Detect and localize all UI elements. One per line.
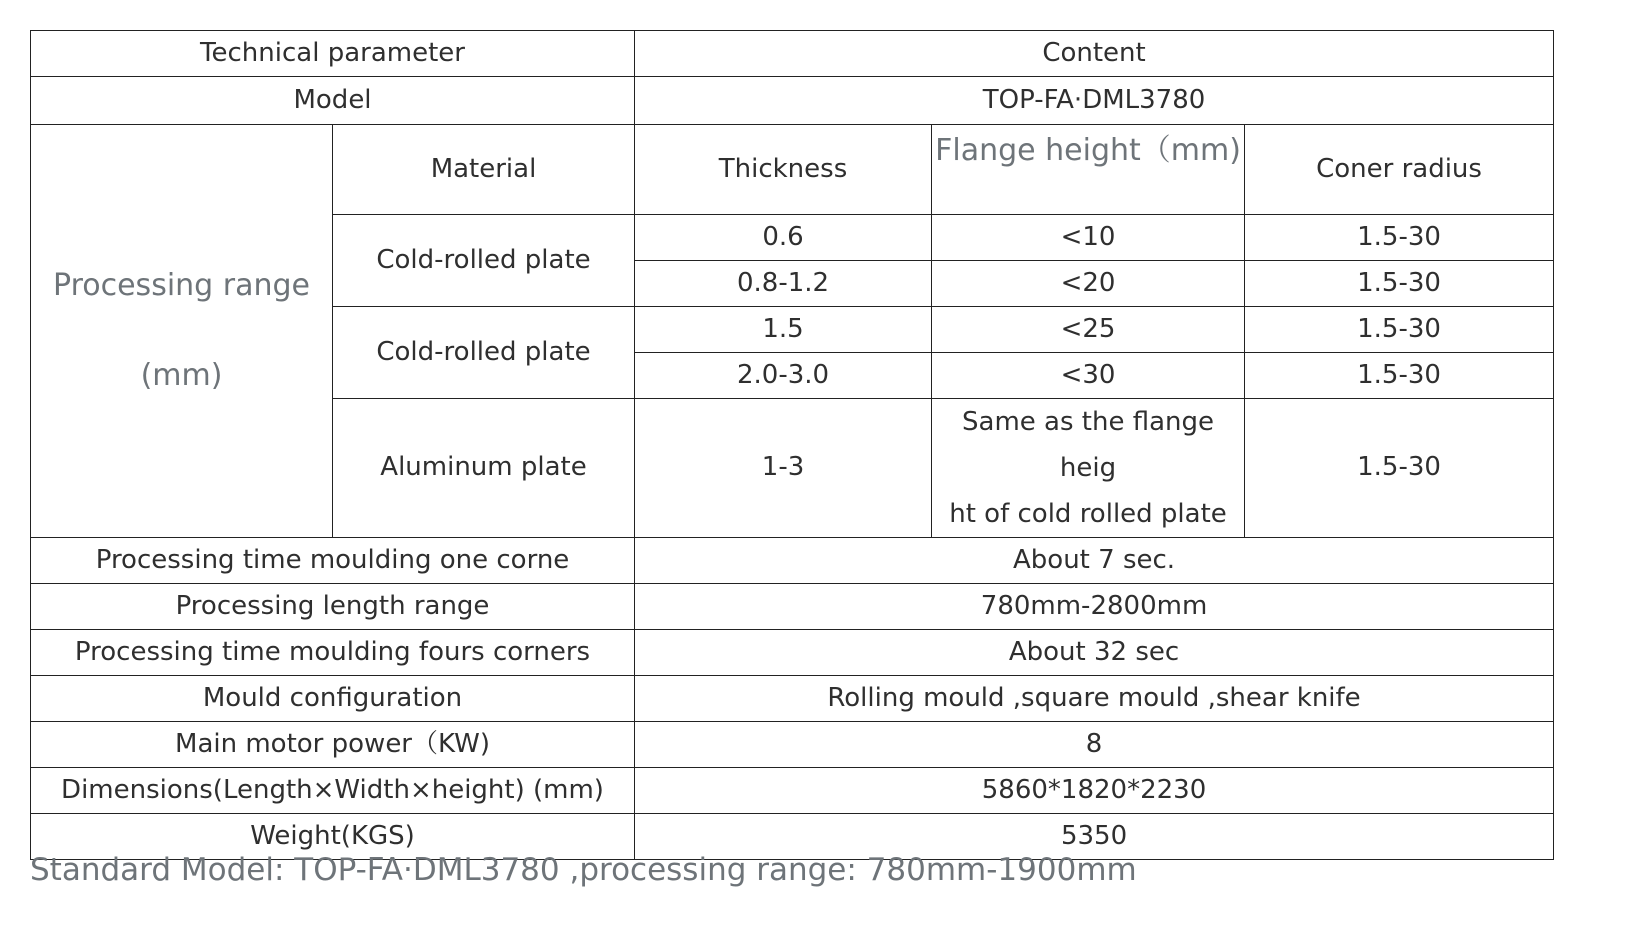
spec-label: Processing length range xyxy=(31,584,635,630)
spec-value: Rolling mould ,square mould ,shear knife xyxy=(635,676,1554,722)
model-label: Model xyxy=(31,77,635,125)
col-material: Material xyxy=(333,125,635,215)
spec-label: Processing time moulding fours corners xyxy=(31,630,635,676)
col-flange: Flange height（mm) xyxy=(932,125,1245,215)
spec-label: Main motor power（KW) xyxy=(31,722,635,768)
thickness-cell: 1-3 xyxy=(635,399,932,538)
flange-line1: Same as the flange heig xyxy=(962,407,1215,483)
processing-range-label xyxy=(31,125,333,538)
flange-line2: ht of cold rolled plate xyxy=(949,499,1227,529)
material-cell: Cold-rolled plate xyxy=(333,215,635,307)
spec-label: Processing time moulding one corne xyxy=(31,538,635,584)
spec-row xyxy=(31,676,1554,722)
flange-cell xyxy=(932,399,1245,538)
spec-row xyxy=(31,630,1554,676)
material-cell: Cold-rolled plate xyxy=(333,307,635,399)
spec-value: 5350 xyxy=(635,814,1554,860)
header-param: Technical parameter xyxy=(31,31,635,77)
radius-cell: 1.5-30 xyxy=(1245,215,1554,261)
flange-cell: <25 xyxy=(932,307,1245,353)
flange-cell: <30 xyxy=(932,353,1245,399)
thickness-cell: 0.6 xyxy=(635,215,932,261)
spec-row xyxy=(31,538,1554,584)
processing-range-line1: Processing range xyxy=(53,268,310,303)
flange-cell: <20 xyxy=(932,261,1245,307)
material-cell: Aluminum plate xyxy=(333,399,635,538)
range-header-row xyxy=(31,125,1554,215)
spec-row xyxy=(31,722,1554,768)
spec-value: About 32 sec xyxy=(635,630,1554,676)
spec-value: 780mm-2800mm xyxy=(635,584,1554,630)
spec-value: 8 xyxy=(635,722,1554,768)
spec-row xyxy=(31,768,1554,814)
spec-row xyxy=(31,584,1554,630)
thickness-cell: 0.8-1.2 xyxy=(635,261,932,307)
processing-range-line2: (mm) xyxy=(140,358,223,393)
col-thickness: Thickness xyxy=(635,125,932,215)
model-row xyxy=(31,77,1554,125)
table-header-row xyxy=(31,31,1554,77)
radius-cell: 1.5-30 xyxy=(1245,353,1554,399)
spec-value: About 7 sec. xyxy=(635,538,1554,584)
radius-cell: 1.5-30 xyxy=(1245,307,1554,353)
footer-note: Standard Model: TOP-FA·DML3780 ,processing range: 780mm-1900mm xyxy=(30,852,1137,888)
spec-label: Weight(KGS) xyxy=(31,814,635,860)
spec-label: Dimensions(Length×Width×height) (mm) xyxy=(31,768,635,814)
header-content: Content xyxy=(635,31,1554,77)
spec-value: 5860*1820*2230 xyxy=(635,768,1554,814)
thickness-cell: 2.0-3.0 xyxy=(635,353,932,399)
model-value: TOP-FA·DML3780 xyxy=(635,77,1554,125)
flange-cell: <10 xyxy=(932,215,1245,261)
radius-cell: 1.5-30 xyxy=(1245,399,1554,538)
radius-cell: 1.5-30 xyxy=(1245,261,1554,307)
thickness-cell: 1.5 xyxy=(635,307,932,353)
spec-table xyxy=(30,30,1554,860)
col-radius: Coner radius xyxy=(1245,125,1554,215)
spec-label: Mould configuration xyxy=(31,676,635,722)
